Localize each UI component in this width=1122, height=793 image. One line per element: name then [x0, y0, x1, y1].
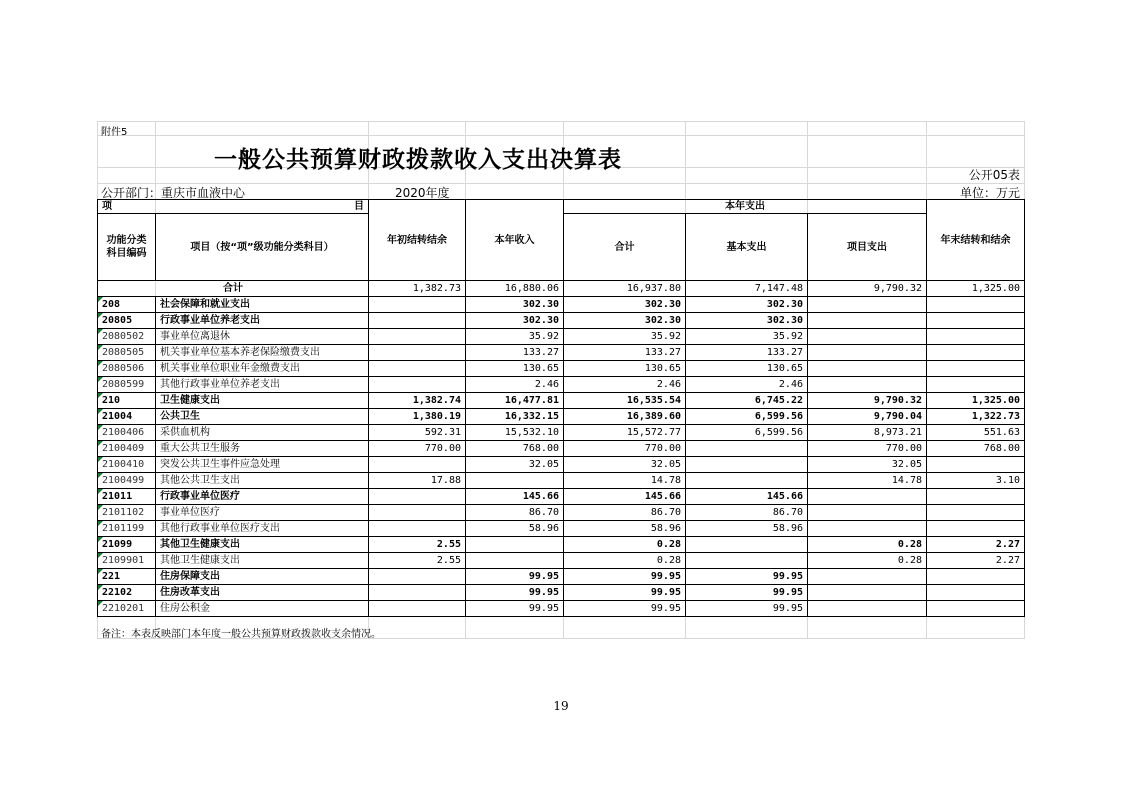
- row-code-text: 2080502: [102, 331, 145, 342]
- total-income: 16,880.06: [466, 281, 564, 297]
- row-code: [98, 457, 156, 473]
- row-project: [808, 361, 927, 377]
- row-name: 其他卫生健康支出: [156, 537, 369, 553]
- row-code-text: 210: [102, 395, 121, 406]
- row-basic: 6,745.22: [686, 393, 808, 409]
- unit-label: 单位：万元: [959, 186, 1020, 200]
- row-project: 9,790.04: [808, 409, 927, 425]
- cell-marker-icon: [98, 553, 103, 558]
- total-basic: 7,147.48: [686, 281, 808, 297]
- row-code: [98, 409, 156, 425]
- row-project: [808, 297, 927, 313]
- row-basic: [686, 441, 808, 457]
- row-basic: 99.95: [686, 585, 808, 601]
- cell-marker-icon: [98, 409, 103, 414]
- row-basic: 99.95: [686, 601, 808, 617]
- header-total: 合计: [564, 214, 686, 281]
- row-name: 其他公共卫生支出: [156, 473, 369, 489]
- row-income: 16,477.81: [466, 393, 564, 409]
- row-project: [808, 601, 927, 617]
- row-total: 58.96: [564, 521, 686, 537]
- year-label: 2020年度: [395, 186, 450, 200]
- row-opening: [369, 297, 466, 313]
- row-income: 2.46: [466, 377, 564, 393]
- table-row: [98, 585, 1025, 601]
- row-code-text: 2080599: [102, 379, 145, 390]
- table-row: [98, 393, 1025, 409]
- row-code: [98, 537, 156, 553]
- row-code: [98, 473, 156, 489]
- table-row: [98, 377, 1025, 393]
- row-total: 145.66: [564, 489, 686, 505]
- row-total: 770.00: [564, 441, 686, 457]
- cell-marker-icon: [98, 569, 103, 574]
- row-basic: [686, 473, 808, 489]
- row-name: 行政事业单位养老支出: [156, 313, 369, 329]
- row-opening: [369, 457, 466, 473]
- total-closing: 1,325.00: [927, 281, 1025, 297]
- row-code-text: 21004: [102, 411, 133, 422]
- row-closing: [927, 313, 1025, 329]
- cell-marker-icon: [98, 521, 103, 526]
- cell-marker-icon: [98, 537, 103, 542]
- row-closing: [927, 489, 1025, 505]
- row-total: 2.46: [564, 377, 686, 393]
- row-name: 机关事业单位职业年金缴费支出: [156, 361, 369, 377]
- row-code-text: 2080506: [102, 363, 145, 374]
- row-closing: [927, 505, 1025, 521]
- row-opening: 2.55: [369, 553, 466, 569]
- row-closing: 2.27: [927, 537, 1025, 553]
- row-opening: [369, 505, 466, 521]
- row-code-text: 21099: [102, 539, 133, 550]
- row-income: 58.96: [466, 521, 564, 537]
- row-opening: 1,380.19: [369, 409, 466, 425]
- table-row: [98, 601, 1025, 617]
- row-code-text: 2100410: [102, 459, 145, 470]
- row-total: 302.30: [564, 313, 686, 329]
- table-row: [98, 521, 1025, 537]
- row-total: 86.70: [564, 505, 686, 521]
- cell-marker-icon: [98, 601, 103, 606]
- row-code: [98, 569, 156, 585]
- row-code: [98, 441, 156, 457]
- row-name: 其他卫生健康支出: [156, 553, 369, 569]
- row-closing: [927, 361, 1025, 377]
- cell-marker-icon: [98, 329, 103, 334]
- row-code: [98, 505, 156, 521]
- row-code: [98, 297, 156, 313]
- header-name: 项目（按“项”级功能分类科目）: [156, 214, 369, 281]
- row-code-text: 208: [102, 299, 121, 310]
- row-basic: 6,599.56: [686, 425, 808, 441]
- row-code-text: 20805: [102, 315, 133, 326]
- row-name: 社会保障和就业支出: [156, 297, 369, 313]
- row-name: 住房改革支出: [156, 585, 369, 601]
- header-item: 项: [102, 201, 112, 212]
- department-label: 公开部门：重庆市血液中心: [101, 186, 246, 200]
- row-closing: 768.00: [927, 441, 1025, 457]
- header-closing: 年末结转和结余: [927, 200, 1025, 281]
- row-project: [808, 329, 927, 345]
- row-project: 32.05: [808, 457, 927, 473]
- row-income: 99.95: [466, 569, 564, 585]
- table-row: [98, 553, 1025, 569]
- row-project: [808, 569, 927, 585]
- cell-marker-icon: [98, 489, 103, 494]
- row-project: [808, 505, 927, 521]
- row-name: 行政事业单位医疗: [156, 489, 369, 505]
- row-income: 16,332.15: [466, 409, 564, 425]
- row-income: 15,532.10: [466, 425, 564, 441]
- row-total: 99.95: [564, 585, 686, 601]
- row-closing: [927, 329, 1025, 345]
- row-closing: 551.63: [927, 425, 1025, 441]
- table-row: [98, 537, 1025, 553]
- attachment-label: 附件5: [101, 127, 128, 138]
- row-opening: [369, 361, 466, 377]
- row-income: 768.00: [466, 441, 564, 457]
- table-row: [98, 409, 1025, 425]
- row-income: [466, 553, 564, 569]
- table-row: [98, 489, 1025, 505]
- table-row: [98, 297, 1025, 313]
- row-basic: [686, 553, 808, 569]
- row-opening: [369, 601, 466, 617]
- cell-marker-icon: [98, 425, 103, 430]
- row-income: 133.27: [466, 345, 564, 361]
- row-project: [808, 313, 927, 329]
- row-code: [98, 329, 156, 345]
- row-income: 86.70: [466, 505, 564, 521]
- row-name: 突发公共卫生事件应急处理: [156, 457, 369, 473]
- row-code: [98, 601, 156, 617]
- row-opening: [369, 521, 466, 537]
- row-income: 32.05: [466, 457, 564, 473]
- table-row: [98, 361, 1025, 377]
- cell-marker-icon: [98, 393, 103, 398]
- total-project: 9,790.32: [808, 281, 927, 297]
- total-opening: 1,382.73: [369, 281, 466, 297]
- cell-marker-icon: [98, 457, 103, 462]
- header-mu: 目: [354, 201, 364, 212]
- row-code: [98, 521, 156, 537]
- row-total: 14.78: [564, 473, 686, 489]
- row-code: [98, 361, 156, 377]
- form-number: 公开05表: [968, 168, 1020, 182]
- row-code: [98, 585, 156, 601]
- row-total: 0.28: [564, 537, 686, 553]
- row-code-text: 22102: [102, 587, 133, 598]
- page-title: 一般公共预算财政拨款收入支出决算表: [214, 147, 622, 173]
- row-opening: 592.31: [369, 425, 466, 441]
- row-code-text: 2101102: [102, 507, 145, 518]
- row-total: 130.65: [564, 361, 686, 377]
- row-code: [98, 313, 156, 329]
- row-income: 35.92: [466, 329, 564, 345]
- row-income: 302.30: [466, 297, 564, 313]
- row-opening: [369, 329, 466, 345]
- row-basic: 86.70: [686, 505, 808, 521]
- row-opening: 1,382.74: [369, 393, 466, 409]
- row-project: [808, 521, 927, 537]
- budget-table: [97, 199, 1025, 617]
- row-project: 770.00: [808, 441, 927, 457]
- row-project: [808, 585, 927, 601]
- table-row: [98, 457, 1025, 473]
- header-basic: 基本支出: [686, 214, 808, 281]
- total-row: [98, 281, 1025, 297]
- row-name: 事业单位医疗: [156, 505, 369, 521]
- row-income: 130.65: [466, 361, 564, 377]
- row-total: 99.95: [564, 569, 686, 585]
- row-name: 其他行政事业单位养老支出: [156, 377, 369, 393]
- row-opening: [369, 377, 466, 393]
- row-name: 公共卫生: [156, 409, 369, 425]
- row-basic: 130.65: [686, 361, 808, 377]
- table-row: [98, 441, 1025, 457]
- row-opening: [369, 569, 466, 585]
- row-closing: [927, 569, 1025, 585]
- header-project: 项目支出: [808, 214, 927, 281]
- row-opening: 2.55: [369, 537, 466, 553]
- header-code: 功能分类科目编码: [98, 214, 156, 281]
- row-code: [98, 489, 156, 505]
- table-row: [98, 569, 1025, 585]
- row-code-text: 2109901: [102, 555, 145, 566]
- row-closing: 1,325.00: [927, 393, 1025, 409]
- table-row: [98, 329, 1025, 345]
- total-label: 合计: [98, 281, 369, 297]
- cell-marker-icon: [98, 505, 103, 510]
- table-row: [98, 473, 1025, 489]
- header-opening: 年初结转结余: [369, 200, 466, 281]
- row-total: 0.28: [564, 553, 686, 569]
- row-code: [98, 393, 156, 409]
- row-code-text: 2100406: [102, 427, 145, 438]
- row-opening: 17.88: [369, 473, 466, 489]
- row-basic: 35.92: [686, 329, 808, 345]
- cell-marker-icon: [98, 361, 103, 366]
- row-code-text: 2100499: [102, 475, 145, 486]
- row-name: 采供血机构: [156, 425, 369, 441]
- row-closing: [927, 377, 1025, 393]
- row-opening: [369, 585, 466, 601]
- row-name: 重大公共卫生服务: [156, 441, 369, 457]
- row-closing: 1,322.73: [927, 409, 1025, 425]
- row-project: 9,790.32: [808, 393, 927, 409]
- row-opening: 770.00: [369, 441, 466, 457]
- row-name: 其他行政事业单位医疗支出: [156, 521, 369, 537]
- row-code-text: 221: [102, 571, 121, 582]
- cell-marker-icon: [98, 441, 103, 446]
- row-total: 35.92: [564, 329, 686, 345]
- row-income: 99.95: [466, 585, 564, 601]
- row-name: 事业单位离退休: [156, 329, 369, 345]
- row-name: 机关事业单位基本养老保险缴费支出: [156, 345, 369, 361]
- cell-marker-icon: [98, 345, 103, 350]
- row-closing: [927, 521, 1025, 537]
- row-code-text: 2080505: [102, 347, 145, 358]
- row-total: 99.95: [564, 601, 686, 617]
- row-total: 133.27: [564, 345, 686, 361]
- cell-marker-icon: [98, 313, 103, 318]
- row-basic: [686, 457, 808, 473]
- row-total: 16,535.54: [564, 393, 686, 409]
- row-project: 8,973.21: [808, 425, 927, 441]
- row-income: [466, 473, 564, 489]
- row-closing: [927, 585, 1025, 601]
- row-project: [808, 377, 927, 393]
- row-project: [808, 489, 927, 505]
- row-name: 卫生健康支出: [156, 393, 369, 409]
- total-total: 16,937.80: [564, 281, 686, 297]
- row-code-text: 2100409: [102, 443, 145, 454]
- cell-marker-icon: [98, 585, 103, 590]
- row-code: [98, 553, 156, 569]
- row-name: 住房保障支出: [156, 569, 369, 585]
- row-code-text: 2210201: [102, 603, 145, 614]
- row-total: 32.05: [564, 457, 686, 473]
- row-closing: [927, 345, 1025, 361]
- cell-marker-icon: [98, 377, 103, 382]
- row-basic: 2.46: [686, 377, 808, 393]
- row-total: 302.30: [564, 297, 686, 313]
- row-project: [808, 345, 927, 361]
- row-income: [466, 537, 564, 553]
- footnote: 备注：本表反映部门本年度一般公共预算财政拨款收支余情况。: [101, 629, 381, 640]
- row-code: [98, 345, 156, 361]
- row-basic: 302.30: [686, 297, 808, 313]
- table-row: [98, 425, 1025, 441]
- row-total: 15,572.77: [564, 425, 686, 441]
- row-basic: 6,599.56: [686, 409, 808, 425]
- row-basic: 133.27: [686, 345, 808, 361]
- row-basic: 58.96: [686, 521, 808, 537]
- page-number: 19: [553, 699, 569, 713]
- row-closing: 3.10: [927, 473, 1025, 489]
- cell-marker-icon: [98, 297, 103, 302]
- table-row: [98, 313, 1025, 329]
- row-project: 0.28: [808, 537, 927, 553]
- row-opening: [369, 345, 466, 361]
- row-income: 302.30: [466, 313, 564, 329]
- cell-marker-icon: [98, 473, 103, 478]
- row-opening: [369, 489, 466, 505]
- table-row: [98, 505, 1025, 521]
- row-total: 16,389.60: [564, 409, 686, 425]
- row-name: 住房公积金: [156, 601, 369, 617]
- row-income: 145.66: [466, 489, 564, 505]
- row-project: 0.28: [808, 553, 927, 569]
- header-row-1: [98, 200, 1025, 214]
- row-basic: 145.66: [686, 489, 808, 505]
- row-basic: [686, 537, 808, 553]
- row-closing: 2.27: [927, 553, 1025, 569]
- row-opening: [369, 313, 466, 329]
- table-row: [98, 345, 1025, 361]
- row-code-text: 2101199: [102, 523, 145, 534]
- row-project: 14.78: [808, 473, 927, 489]
- row-closing: [927, 601, 1025, 617]
- header-income: 本年收入: [466, 200, 564, 281]
- row-code: [98, 425, 156, 441]
- row-closing: [927, 297, 1025, 313]
- row-basic: 99.95: [686, 569, 808, 585]
- row-code: [98, 377, 156, 393]
- row-closing: [927, 457, 1025, 473]
- row-income: 99.95: [466, 601, 564, 617]
- header-item-cell: [98, 200, 369, 214]
- row-basic: 302.30: [686, 313, 808, 329]
- row-code-text: 21011: [102, 491, 133, 502]
- header-expense-group: 本年支出: [564, 200, 927, 214]
